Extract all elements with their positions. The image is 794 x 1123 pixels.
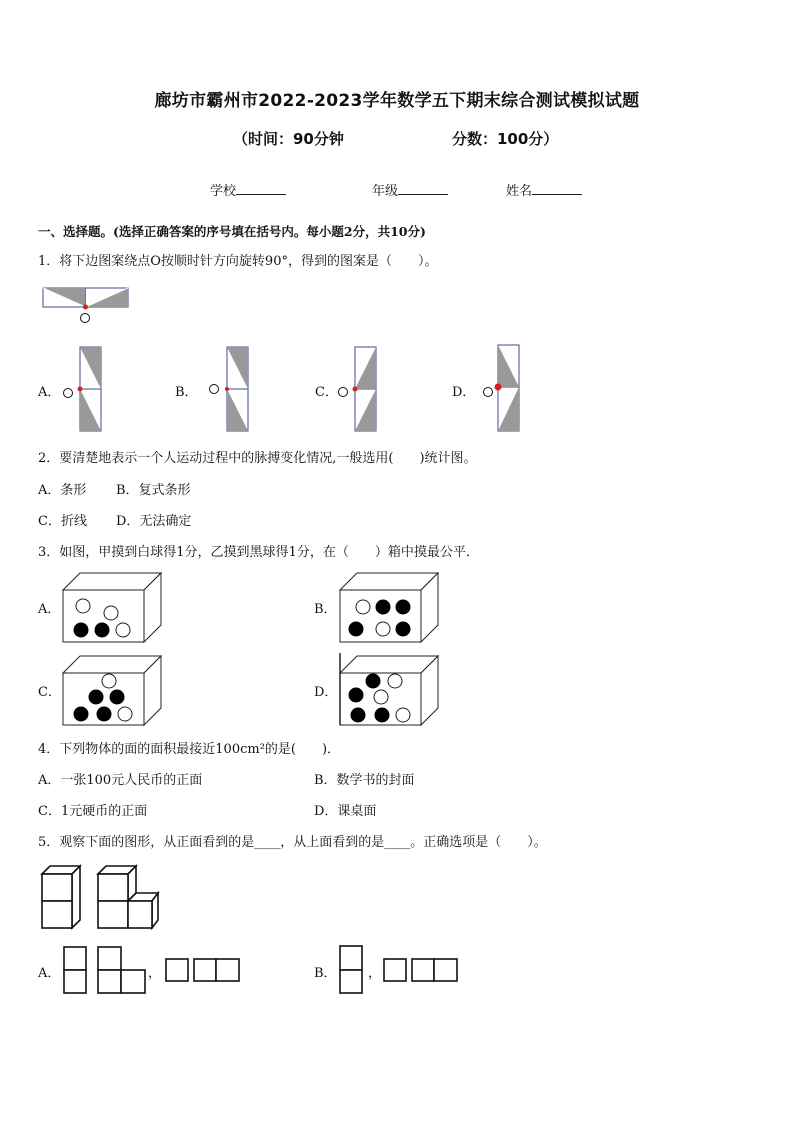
q3-option-c-label: C． — [38, 685, 61, 700]
name-label: 姓名 — [506, 184, 533, 199]
question-3-text: 3．如图，甲摸到白球得1分，乙摸到黑球得1分，在（ ）箱中摸最公平． — [38, 545, 479, 560]
q1-option-a-figure[interactable] — [60, 346, 105, 434]
q1-option-c-figure[interactable] — [335, 346, 380, 434]
grade-field[interactable] — [372, 180, 448, 199]
q3-option-b-label: B． — [314, 602, 337, 617]
q2-option-c[interactable]: C．折线 — [38, 514, 87, 529]
q3-box-d[interactable] — [339, 655, 441, 727]
q3-box-a[interactable] — [62, 572, 164, 644]
question-5-text: 5．观察下面的图形，从正面看到的是____，从上面看到的是____。正确选项是（ ）。 — [38, 835, 547, 850]
q5-option-b-figure[interactable] — [338, 942, 468, 996]
q1-option-a-label: A． — [38, 385, 61, 400]
school-field[interactable] — [210, 180, 286, 199]
grade-blank[interactable] — [398, 182, 448, 195]
q5-option-b-label: B． — [314, 966, 337, 981]
q3-box-c[interactable] — [62, 655, 164, 727]
q2-option-a[interactable]: A．条形 — [38, 483, 87, 498]
grade-label: 年级 — [372, 184, 399, 199]
q4-option-a[interactable]: A．一张100元人民币的正面 — [38, 773, 203, 788]
q1-option-c-label: C． — [315, 385, 338, 400]
q3-option-d-label: D． — [314, 685, 338, 700]
q4-option-d[interactable]: D．课桌面 — [314, 804, 377, 819]
section-heading: 一、选择题。(选择正确答案的序号填在括号内。每小题2分，共10分) — [38, 224, 426, 239]
name-blank[interactable] — [532, 182, 582, 195]
q3-box-b[interactable] — [339, 572, 441, 644]
exam-score: 分数：100分） — [452, 130, 559, 148]
q1-original-figure — [42, 286, 132, 326]
q4-option-c[interactable]: C．1元硬币的正面 — [38, 804, 148, 819]
question-1-text: 1．将下边图案绕点O按顺时针方向旋转90°，得到的图案是（ ）。 — [38, 254, 438, 269]
q1-option-b-label: B． — [175, 385, 198, 400]
q5-option-a-label: A． — [38, 966, 61, 981]
question-2-text: 2．要清楚地表示一个人运动过程中的脉搏变化情况,一般选用( )统计图。 — [38, 451, 477, 466]
q5-cube-figures — [38, 862, 163, 932]
q5-option-b-comma: ， — [368, 966, 382, 981]
school-label: 学校 — [210, 184, 237, 199]
q1-option-d-figure[interactable] — [479, 344, 524, 434]
page-title: 廊坊市霸州市2022-2023学年数学五下期末综合测试模拟试题 — [154, 91, 640, 111]
name-field[interactable] — [506, 180, 582, 199]
question-4-text: 4．下列物体的面的面积最接近100cm²的是( )． — [38, 742, 341, 757]
q3-option-a-label: A． — [38, 602, 61, 617]
exam-time: （时间：90分钟 — [233, 130, 344, 148]
q2-option-d[interactable]: D．无法确定 — [116, 514, 192, 529]
q4-option-b[interactable]: B．数学书的封面 — [314, 773, 415, 788]
q1-option-d-label: D． — [452, 385, 476, 400]
q5-option-a-comma: ， — [148, 966, 162, 981]
q1-option-b-figure[interactable] — [205, 346, 250, 434]
q2-option-b[interactable]: B．复式条形 — [116, 483, 191, 498]
school-blank[interactable] — [236, 182, 286, 195]
